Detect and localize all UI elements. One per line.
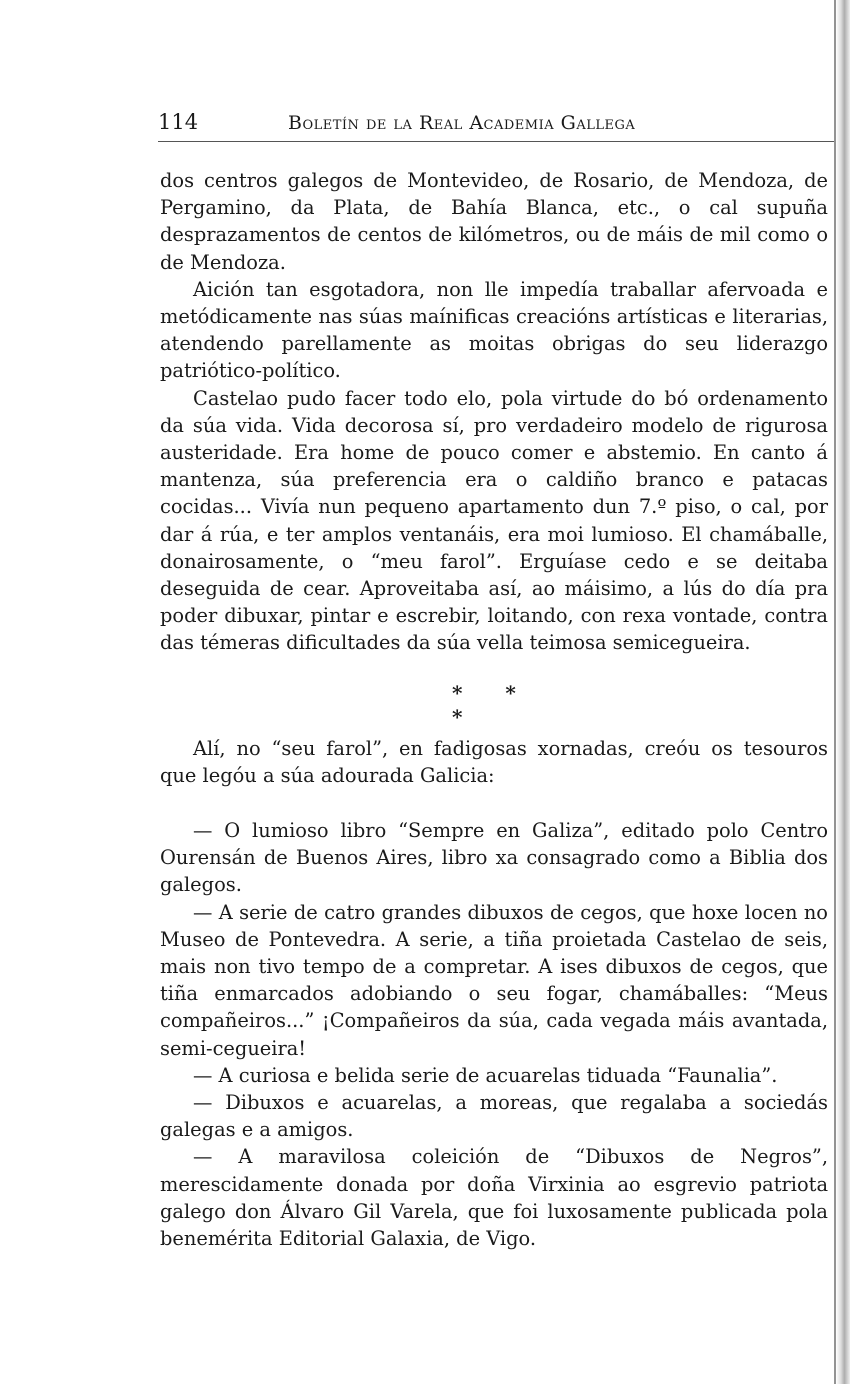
body-text-top [160,167,828,657]
running-title: Boletín de la Real Academia Gallega [288,112,636,134]
paragraph: Alí, no “seu farol”, en fadigosas xornadas, creóu os tesouros que legóu a súa adourada Galicia: [160,737,828,788]
list-item: — Dibuxos e acuarelas, a moreas, que regalaba a sociedás galegas e a amigos. [160,1091,828,1142]
list-item: — A serie de catro grandes dibuxos de cegos, que hoxe locen no Museo de Pontevedra. A serie, a tiña proietada Castelao de seis, mais non tivo tempo de a compretar. A ises dibuxos de cegos, que tiña enmarcados adobiando o seu fogar, chamáballes: “Meus compañeiros...” ¡Compañeiros da súa, cada vegada máis avantada, semi-cegueira! [160,900,828,1060]
list-item: — A curiosa e belida serie de acuarelas tiduada “Faunalia”. [193,1063,778,1087]
works-list [160,817,828,1252]
page-number: 114 [158,110,199,134]
body-text-intro [160,735,828,789]
page-edge-shadow [836,0,850,1384]
header-rule [158,141,834,142]
paragraph: dos centros galegos de Montevideo, de Rosario, de Mendoza, de Pergamino, da Plata, de Bahía Blanca, etc., o cal supuña desprazamentos de centos de kilómetros, ou de máis de mil como o de Mendoza. [160,169,828,274]
list-item: — A maravilosa coleición de “Dibuxos de Negros”, merescidamente donada por doña Virxinia ao esgrevio patriota galego don Álvaro Gil Varela, que foi luxosamente publicada pola benemérita Editorial Galaxia, de Vigo. [160,1145,828,1251]
running-header [158,108,834,142]
section-separator: * * * [452,681,534,729]
paragraph: Castelao pudo facer todo elo, pola virtude do bó ordenamento da súa vida. Vida decorosa sí, pro verdadeiro modelo de rigurosa austeridade. Era home de pouco comer e abstemio. En canto á mantenza, súa preferencia era o caldiño branco e patacas cocidas... Vivía nun pequeno apartamento dun 7.º piso, o cal, por dar á rúa, e ter amplos ventanáis, era moi lumioso. El chamáballe, donairosamente, o “meu farol”. Erguíase cedo e se deitaba deseguida de cear. Aproveitaba así, ao máisimo, a lús do día pra poder dibuxar, pintar e escrebir, loitando, con rexa vontade, contra das témeras dificultades da súa vella teimosa semicegueira. [160,386,828,655]
page-edge-line [834,0,836,1384]
paragraph: Aición tan esgotadora, non lle impedía traballar afervoada e metódicamente nas súas maínificas creacións artísticas e literarias, atendendo parellamente as moitas obrigas do seu liderazgo patriótico-político. [160,277,828,383]
list-item: — O lumioso libro “Sempre en Galiza”, editado polo Centro Ourensán de Buenos Aires, libro xa consagrado como a Biblia dos galegos. [160,819,828,897]
